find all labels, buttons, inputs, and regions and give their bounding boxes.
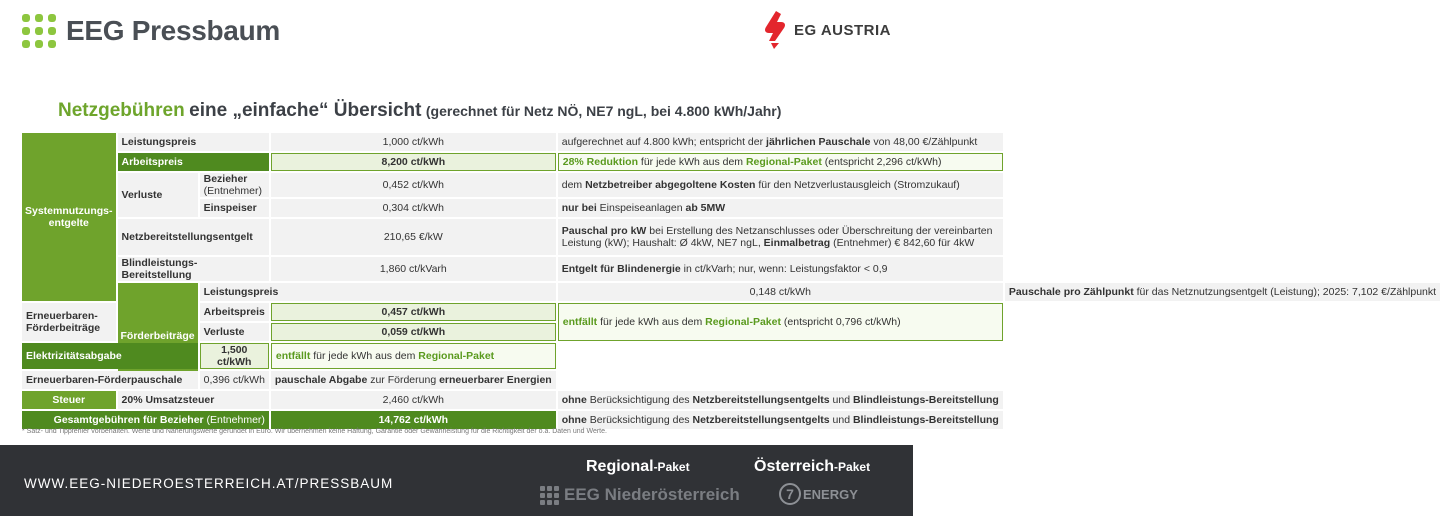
row-label: Netzbereitstellungsentgelt (118, 219, 269, 255)
row-value: 0,304 ct/kWh (271, 199, 556, 217)
row-sublabel: Arbeitspreis (200, 303, 269, 321)
table-row (22, 411, 1440, 429)
table-row (22, 303, 1440, 321)
row-value: 0,148 ct/kWh (558, 283, 1003, 301)
oesterreich-paket-label: Österreich-Paket (754, 458, 871, 475)
row-label: Erneuerbaren-Förderbeiträge (22, 303, 116, 341)
row-value: 0,396 ct/kWh (200, 371, 269, 389)
row-desc: Pauschale pro Zählpunkt für das Netznutzungsentgelt (Leistung); 2025: 7,102 €/Zählpunkt (1005, 283, 1440, 301)
row-label: 20% Umsatzsteuer (118, 391, 269, 409)
title-highlight: Netzgebühren (58, 100, 185, 121)
website-link[interactable]: WWW.EEG-NIEDEROESTERREICH.AT/PRESSBAUM (24, 476, 394, 491)
table-row (22, 283, 1440, 301)
row-desc: 28% Reduktion für jede kWh aus dem Regional-Paket (entspricht 2,296 ct/kWh) (558, 153, 1003, 171)
table-row (22, 391, 1440, 409)
eeg-logo-icon (22, 14, 56, 48)
table-row (22, 371, 1440, 389)
disclaimer: * Satz- und Tippfehler vorbehalten. Werte und Näherungswerte gerundet in Euro. Wir übernehmen keine Haftung, Garantie oder Gewährleistung für die Richtigkeit der o.a. Daten und Werte. (22, 428, 607, 435)
row-value: 8,200 ct/kWh (271, 153, 556, 171)
row-sublabel: Verluste (200, 323, 269, 341)
row-value: 1,000 ct/kWh (271, 133, 556, 151)
fee-table (20, 131, 1442, 431)
row-label: Blindleistungs-Bereitstellung (118, 257, 269, 281)
row-desc: dem Netzbetreiber abgegoltene Kosten für den Netzverlustausgleich (Stromzukauf) (558, 173, 1003, 197)
row-desc: Entgelt für Blindenergie in ct/kVarh; nur, wenn: Leistungsfaktor < 0,9 (558, 257, 1003, 281)
brand-name: EEG Pressbaum (66, 15, 280, 46)
row-desc: pauschale Abgabe zur Förderung erneuerbarer Energien (271, 371, 556, 389)
page-title (58, 100, 781, 122)
row-sublabel: Einspeiser (200, 199, 269, 217)
row-desc: ohne Berücksichtigung des Netzbereitstellungsentgelts und Blindleistungs-Bereitstellung (558, 411, 1003, 429)
regional-paket-label: Regional-Paket (586, 458, 690, 475)
row-desc: ohne Berücksichtigung des Netzbereitstellungsentgelts und Blindleistungs-Bereitstellung (558, 391, 1003, 409)
row-desc: entfällt für jede kWh aus dem Regional-Paket (entspricht 0,796 ct/kWh) (558, 303, 1003, 341)
footer (0, 445, 913, 516)
table-row (22, 343, 1440, 369)
row-sublabel: Bezieher (Entnehmer) (200, 173, 269, 197)
row-label: Elektrizitätsabgabe (22, 343, 198, 369)
table-row (22, 153, 1440, 171)
title-subtitle: (gerechnet für Netz NÖ, NE7 ngL, bei 4.800 kWh/Jahr) (425, 103, 782, 119)
row-value: 2,460 ct/kWh (271, 391, 556, 409)
row-value: 0,457 ct/kWh (271, 303, 556, 321)
total-value: 14,762 ct/kWh (271, 411, 556, 429)
table-row (22, 257, 1440, 281)
seven-energy-logo: 7 ENERGY (779, 483, 858, 505)
group-steuer: Steuer (22, 391, 116, 409)
row-label: Verluste (118, 173, 198, 217)
lightning-icon (762, 10, 788, 50)
row-label: Arbeitspreis (118, 153, 269, 171)
partner-name: EG AUSTRIA (794, 21, 891, 39)
table-row (22, 199, 1440, 217)
row-label: Leistungspreis (118, 133, 269, 151)
title-main: eine „einfache“ Übersicht (189, 100, 422, 121)
row-desc: aufgerechnet auf 4.800 kWh; entspricht der jährlichen Pauschale von 48,00 €/Zählpunkt (558, 133, 1003, 151)
row-desc: Pauschal pro kW bei Erstellung des Netzanschlusses oder Überschreitung der vereinbarten Leistung (kW); Haushalt: Ø 4kW, NE7 ngL, Einmalbetrag (Entnehmer) € 842,60 für 4kW (558, 219, 1003, 255)
table-row (22, 219, 1440, 255)
group-systemnutzung: Systemnutzungs-entgelte (22, 133, 116, 301)
row-label: Erneuerbaren-Förderpauschale (22, 371, 198, 389)
eeg-dots-icon (540, 486, 559, 505)
row-value: 1,500 ct/kWh (200, 343, 269, 369)
partner-logo (762, 10, 891, 50)
row-value: 0,059 ct/kWh (271, 323, 556, 341)
row-value: 1,860 ct/kVarh (271, 257, 556, 281)
table-row (22, 173, 1440, 197)
eeg-niederoesterreich-logo: EEG Niederösterreich (540, 485, 740, 505)
group-foerderbeitraege: Förderbeiträge (118, 283, 198, 389)
row-value: 210,65 €/kW (271, 219, 556, 255)
row-desc: entfällt für jede kWh aus dem Regional-Paket (271, 343, 556, 369)
row-label: Leistungspreis (200, 283, 556, 301)
brand (22, 14, 280, 48)
row-desc: nur bei Einspeiseanlagen ab 5MW (558, 199, 1003, 217)
table-row (22, 133, 1440, 151)
row-value: 0,452 ct/kWh (271, 173, 556, 197)
total-label: Gesamtgebühren für Bezieher (Entnehmer) (22, 411, 269, 429)
